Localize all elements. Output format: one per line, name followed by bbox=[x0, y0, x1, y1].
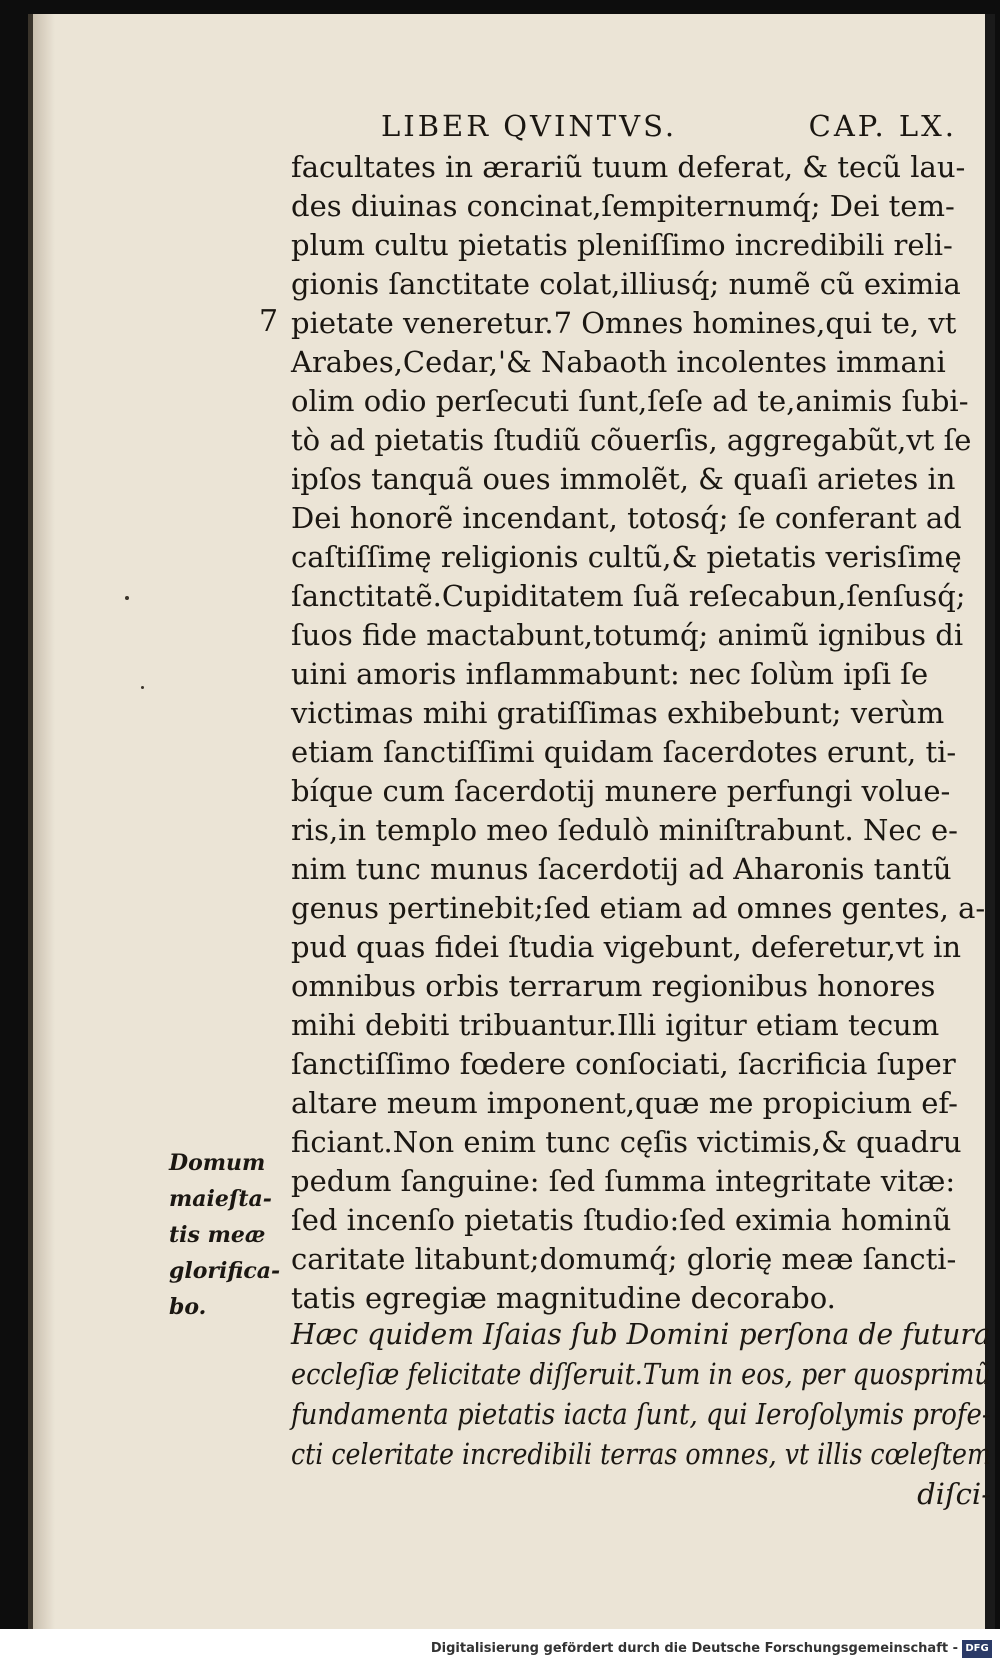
book-page bbox=[28, 14, 995, 1629]
text-line: nim tunc munus ſacerdotij ad Aharonis tantũ bbox=[291, 852, 952, 886]
text-line: ſanctiſſimo fœdere conſociati, ſacrificia ſuper bbox=[291, 1047, 956, 1081]
marginal-note bbox=[169, 1145, 289, 1325]
commentary-line: Hæc quidem Iſaias ſub Domini perſona de futura bbox=[291, 1317, 991, 1351]
text-line: bíque cum ſacerdotij munere perfungi volue- bbox=[291, 774, 951, 808]
ink-speck bbox=[125, 596, 129, 600]
text-line: gionis ſanctitate colat,illiusq́; numẽ cũ eximia bbox=[291, 267, 961, 301]
verse-number: 7 bbox=[259, 304, 279, 339]
marginal-line: bo. bbox=[169, 1294, 207, 1320]
ink-speck bbox=[141, 686, 144, 689]
text-line: pietate veneretur.7 Omnes homines,qui te, vt bbox=[291, 306, 957, 340]
text-line: altare meum imponent,quæ me propicium ef- bbox=[291, 1086, 958, 1120]
text-line: pud quas fidei ſtudia vigebunt, deferetur,vt in bbox=[291, 930, 962, 964]
text-line: ficiant.Non enim tunc cęſis victimis,& quadru bbox=[291, 1125, 962, 1159]
text-line: des diuinas concinat,ſempiternumq́; Dei tem- bbox=[291, 189, 955, 223]
footer-bar bbox=[0, 1629, 1000, 1676]
commentary-line: diſci- bbox=[917, 1477, 991, 1511]
marginal-line: tis meæ bbox=[169, 1222, 266, 1248]
text-line: tatis egregiæ magnitudine decorabo. bbox=[291, 1281, 836, 1315]
dfg-logo: DFG bbox=[962, 1640, 992, 1658]
running-head-title: LIBER QVINTVS. bbox=[381, 109, 678, 143]
text-line: tò ad pietatis ſtudiũ cõuerſis, aggregabũt,vt ſe bbox=[291, 423, 972, 457]
commentary-line: eccleſiæ felicitate diſſeruit.Tum in eos, per quosprimũ bbox=[291, 1357, 991, 1391]
text-line: mihi debiti tribuantur.Illi igitur etiam tecum bbox=[291, 1008, 940, 1042]
footer-credit: Digitalisierung gefördert durch die Deutsche Forschungsgemeinschaft - bbox=[430, 1641, 958, 1656]
body-text bbox=[291, 148, 991, 1318]
text-line: etiam ſanctiſſimi quidam ſacerdotes erunt, ti- bbox=[291, 735, 957, 769]
text-line: ris,in templo meo ſedulò miniſtrabunt. Nec e- bbox=[291, 813, 958, 847]
commentary-line: cti celeritate incredibili terras omnes, vt illis cœleſtem bbox=[291, 1437, 991, 1471]
running-head-chapter: CAP. LX. bbox=[808, 109, 957, 143]
text-line: victimas mihi gratiſſimas exhibebunt; verùm bbox=[291, 696, 945, 730]
text-line: omnibus orbis terrarum regionibus honores bbox=[291, 969, 936, 1003]
text-line: caſtiſſimę religionis cultũ,& pietatis verisſimę bbox=[291, 540, 962, 574]
marginal-line: maieſta- bbox=[169, 1186, 272, 1212]
text-line: pedum ſanguine: ſed ſumma integritate vitæ: bbox=[291, 1164, 956, 1198]
marginal-line: Domum bbox=[169, 1150, 266, 1176]
marginal-line: glorifica- bbox=[169, 1258, 281, 1284]
text-line: uini amoris inflammabunt: nec ſolùm ipſi ſe bbox=[291, 657, 929, 691]
text-line: caritate litabunt;domumq́; glorię meæ ſancti- bbox=[291, 1242, 957, 1276]
commentary-text bbox=[291, 1314, 991, 1514]
text-line: Dei honorẽ incendant, totosq́; ſe conferant ad bbox=[291, 501, 962, 535]
commentary-line: fundamenta pietatis iacta ſunt, qui Ieroſolymis profe- bbox=[291, 1397, 991, 1431]
text-line: ſanctitatẽ.Cupiditatem ſuã reſecabun,ſenſusq́; bbox=[291, 579, 966, 613]
text-line: facultates in ærariũ tuum deferat, & tecũ lau- bbox=[291, 150, 966, 184]
text-line: ſed incenſo pietatis ſtudio:ſed eximia hominũ bbox=[291, 1203, 952, 1237]
text-line: ſuos fide mactabunt,totumq́; animũ ignibus di bbox=[291, 618, 964, 652]
running-head bbox=[381, 109, 957, 145]
text-line: Arabes,Cedar,'& Nabaoth incolentes immani bbox=[291, 345, 946, 379]
text-line: genus pertinebit;ſed etiam ad omnes gentes, a- bbox=[291, 891, 986, 925]
text-line: olim odio perſecuti ſunt,ſeſe ad te,animis ſubi- bbox=[291, 384, 969, 418]
text-line: plum cultu pietatis pleniſſimo incredibili reli- bbox=[291, 228, 953, 262]
text-line: ipſos tanquã oues immolẽt, & quaſi arietes in bbox=[291, 462, 956, 496]
